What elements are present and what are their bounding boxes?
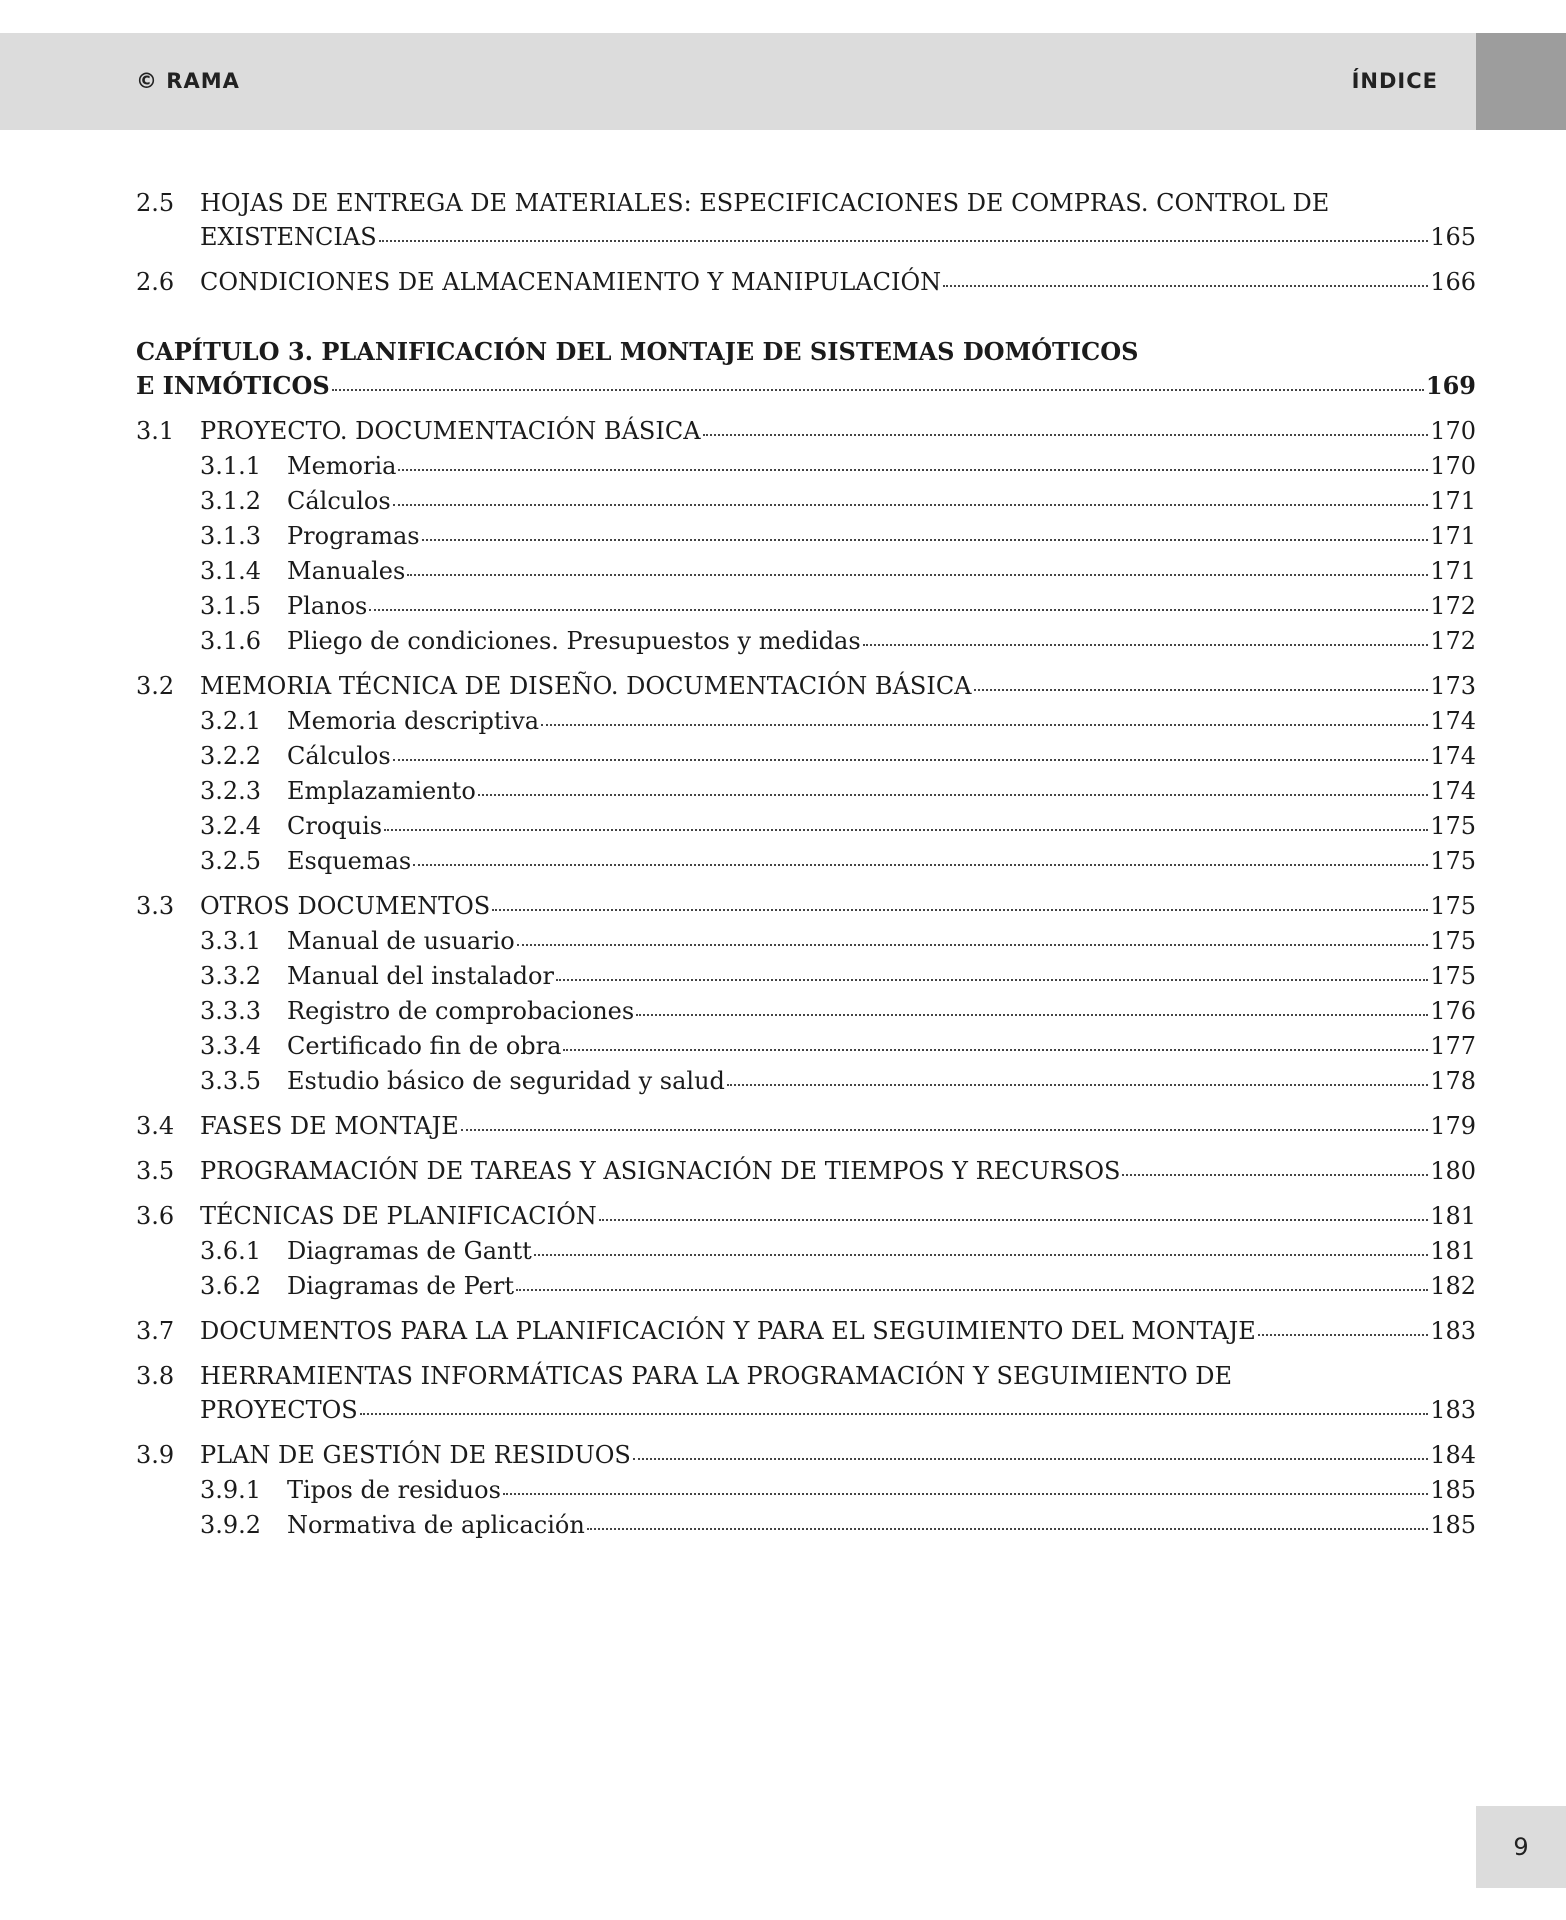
toc-entry-page: 172: [1430, 592, 1476, 620]
toc-section-entry[interactable]: [136, 1438, 1476, 1472]
dot-leader: [360, 1412, 1428, 1415]
dot-leader: [478, 793, 1428, 796]
toc-entry-page: 175: [1430, 812, 1476, 840]
dot-leader: [461, 1128, 1428, 1131]
toc-entry-page: 173: [1430, 672, 1476, 700]
dot-leader: [703, 433, 1429, 436]
toc-entry-title: Diagramas de Gantt: [287, 1237, 532, 1265]
toc-entry-title: TÉCNICAS DE PLANIFICACIÓN: [200, 1202, 597, 1230]
toc-entry-title: Emplazamiento: [287, 777, 476, 805]
toc-section-entry[interactable]: [136, 889, 1476, 923]
toc-entry-title: Esquemas: [287, 847, 412, 875]
toc-subsection-entry[interactable]: [136, 994, 1476, 1028]
toc-entry-page: 184: [1430, 1441, 1476, 1469]
toc-entry-number: 3.1.1: [200, 452, 262, 480]
toc-subsection-entry[interactable]: [136, 1473, 1476, 1507]
toc-entry-title: Tipos de residuos: [287, 1476, 501, 1504]
dot-leader: [398, 468, 1428, 471]
toc-entry-number: 3.1.3: [200, 522, 262, 550]
toc-entry-title: MEMORIA TÉCNICA DE DISEÑO. DOCUMENTACIÓN BÁSICA: [200, 672, 972, 700]
toc-entry-title-line: CAPÍTULO 3. PLANIFICACIÓN DEL MONTAJE DE SISTEMAS DOMÓTICOS: [136, 337, 1139, 366]
toc-entry-number: 3.4: [136, 1112, 175, 1140]
toc-entry-number: 3.5: [136, 1157, 175, 1185]
dot-leader: [534, 1253, 1428, 1256]
toc-entry-page: 170: [1430, 417, 1476, 445]
toc-subsection-entry[interactable]: [136, 774, 1476, 808]
header-publisher: © RAMA: [136, 69, 240, 93]
toc-entry-page: 179: [1430, 1112, 1476, 1140]
toc-entry-title: OTROS DOCUMENTOS: [200, 892, 491, 920]
toc-subsection-entry[interactable]: [136, 959, 1476, 993]
toc-entry-page: 172: [1430, 627, 1476, 655]
toc-entry-page: 185: [1430, 1476, 1476, 1504]
toc-entry-page: 181: [1430, 1202, 1476, 1230]
toc-entry-title: Planos: [287, 592, 368, 620]
toc-entry-title: Memoria: [287, 452, 397, 480]
toc-section-entry[interactable]: [136, 1314, 1476, 1348]
toc-subsection-entry[interactable]: [136, 809, 1476, 843]
dot-leader: [1122, 1173, 1428, 1176]
toc-entry-title: EXISTENCIAS: [200, 223, 377, 251]
dot-leader: [541, 723, 1428, 726]
toc-entry-title: DOCUMENTOS PARA LA PLANIFICACIÓN Y PARA EL SEGUIMIENTO DEL MONTAJE: [200, 1317, 1256, 1345]
toc-entry-page: 174: [1430, 777, 1476, 805]
toc-subsection-entry[interactable]: [136, 1269, 1476, 1303]
toc-entry-title: CONDICIONES DE ALMACENAMIENTO Y MANIPULACIÓN: [200, 268, 942, 296]
toc-section-entry[interactable]: [136, 1359, 1476, 1427]
toc-entry-number: 3.3.2: [200, 962, 262, 990]
toc-section-entry[interactable]: [136, 1109, 1476, 1143]
toc-entry-page: 166: [1430, 268, 1476, 296]
dot-leader: [636, 1013, 1428, 1016]
dot-leader: [393, 503, 1429, 506]
toc-entry-number: 3.1.6: [200, 627, 262, 655]
toc-entry-number: 3.2.2: [200, 742, 262, 770]
dot-leader: [1258, 1333, 1428, 1336]
toc-entry-page: 174: [1430, 707, 1476, 735]
page-number-box: [1476, 1806, 1566, 1888]
toc-entry-title: PROGRAMACIÓN DE TAREAS Y ASIGNACIÓN DE TIEMPOS Y RECURSOS: [200, 1157, 1121, 1185]
toc-entry-title: Manuales: [287, 557, 406, 585]
toc-subsection-entry[interactable]: [136, 1508, 1476, 1542]
dot-leader: [974, 688, 1429, 691]
toc-entry-number: 3.9.2: [200, 1511, 262, 1539]
toc-entry-number: 3.1.4: [200, 557, 262, 585]
toc-entry-page: 178: [1430, 1067, 1476, 1095]
toc-section-entry[interactable]: [136, 414, 1476, 448]
toc-entry-number: 3.2.3: [200, 777, 262, 805]
dot-leader: [633, 1457, 1428, 1460]
toc-entry-number: 3.7: [136, 1317, 175, 1345]
toc-entry-title: PLAN DE GESTIÓN DE RESIDUOS: [200, 1441, 631, 1469]
toc-subsection-entry[interactable]: [136, 924, 1476, 958]
header-section-title: ÍNDICE: [1351, 69, 1438, 93]
toc-entry-title: PROYECTOS: [200, 1396, 358, 1424]
dot-leader: [332, 388, 1424, 391]
toc-entry-page: 176: [1430, 997, 1476, 1025]
toc-entry-number: 3.3.5: [200, 1067, 262, 1095]
dot-leader: [422, 538, 1429, 541]
toc-entry-page: 183: [1430, 1317, 1476, 1345]
toc-entry-title-line: HOJAS DE ENTREGA DE MATERIALES: ESPECIFICACIONES DE COMPRAS. CONTROL DE: [200, 189, 1330, 217]
toc-entry-title: Estudio básico de seguridad y salud: [287, 1067, 725, 1095]
toc-section-entry[interactable]: [136, 265, 1476, 299]
toc-entry-page: 180: [1430, 1157, 1476, 1185]
toc-entry-number: 3.2.1: [200, 707, 262, 735]
toc-subsection-entry[interactable]: [136, 484, 1476, 518]
toc-subsection-entry[interactable]: [136, 519, 1476, 553]
toc-entry-number: 2.5: [136, 189, 175, 217]
dot-leader: [516, 1288, 1428, 1291]
toc-section-entry[interactable]: [136, 186, 1476, 254]
header-tab: [1476, 33, 1566, 130]
toc-entry-title: Manual de usuario: [287, 927, 515, 955]
toc-entry-page: 171: [1430, 522, 1476, 550]
toc-entry-number: 3.1.2: [200, 487, 262, 515]
dot-leader: [369, 608, 1428, 611]
dot-leader: [943, 284, 1428, 287]
toc-entry-number: 3.3.3: [200, 997, 262, 1025]
toc-entry-number: 3.3.4: [200, 1032, 262, 1060]
dot-leader: [384, 828, 1428, 831]
toc-section-entry[interactable]: [136, 1154, 1476, 1188]
running-header: [0, 33, 1476, 130]
toc-entry-page: 174: [1430, 742, 1476, 770]
toc-entry-number: 3.2.4: [200, 812, 262, 840]
dot-leader: [517, 943, 1428, 946]
toc-subsection-entry[interactable]: [136, 1064, 1476, 1098]
dot-leader: [379, 239, 1429, 242]
toc-entry-page: 171: [1430, 487, 1476, 515]
toc-entry-number: 3.3: [136, 892, 175, 920]
dot-leader: [587, 1527, 1428, 1530]
toc-entry-page: 177: [1430, 1032, 1476, 1060]
toc-entry-number: 3.1.5: [200, 592, 262, 620]
toc-entry-page: 170: [1430, 452, 1476, 480]
toc-entry-number: 3.3.1: [200, 927, 262, 955]
toc-subsection-entry[interactable]: [136, 1029, 1476, 1063]
toc-entry-page: 183: [1430, 1396, 1476, 1424]
toc-entry-page: 185: [1430, 1511, 1476, 1539]
toc-entry-title: Registro de comprobaciones: [287, 997, 635, 1025]
toc-entry-title: Programas: [287, 522, 420, 550]
toc-entry-title-line: HERRAMIENTAS INFORMÁTICAS PARA LA PROGRAMACIÓN Y SEGUIMIENTO DE: [200, 1362, 1233, 1390]
toc-entry-title: E INMÓTICOS: [136, 371, 330, 400]
dot-leader: [863, 643, 1429, 646]
toc-entry-title: Diagramas de Pert: [287, 1272, 514, 1300]
toc-subsection-entry[interactable]: [136, 1234, 1476, 1268]
toc-entry-page: 175: [1430, 927, 1476, 955]
toc-entry-title: Memoria descriptiva: [287, 707, 540, 735]
toc-entry-title: Cálculos: [287, 487, 391, 515]
toc-entry-title: Pliego de condiciones. Presupuestos y medidas: [287, 627, 861, 655]
page-number: 9: [1513, 1833, 1529, 1861]
toc-entry-page: 175: [1430, 847, 1476, 875]
dot-leader: [407, 573, 1428, 576]
toc-entry-number: 3.1: [136, 417, 175, 445]
dot-leader: [413, 863, 1428, 866]
toc-chapter-entry[interactable]: [136, 335, 1476, 403]
toc-entry-title: Certificado fin de obra: [287, 1032, 562, 1060]
toc-subsection-entry[interactable]: [136, 624, 1476, 658]
toc-entry-page: 175: [1430, 892, 1476, 920]
toc-subsection-entry[interactable]: [136, 554, 1476, 588]
toc-subsection-entry[interactable]: [136, 739, 1476, 773]
table-of-contents: [136, 186, 1476, 1542]
toc-entry-title: Normativa de aplicación: [287, 1511, 585, 1539]
dot-leader: [599, 1218, 1428, 1221]
toc-subsection-entry[interactable]: [136, 704, 1476, 738]
toc-section-entry[interactable]: [136, 1199, 1476, 1233]
dot-leader: [503, 1492, 1428, 1495]
toc-entry-page: 182: [1430, 1272, 1476, 1300]
dot-leader: [727, 1083, 1428, 1086]
toc-entry-page: 171: [1430, 557, 1476, 585]
toc-entry-title: FASES DE MONTAJE: [200, 1112, 459, 1140]
toc-entry-page: 165: [1430, 223, 1476, 251]
toc-entry-page: 175: [1430, 962, 1476, 990]
toc-entry-number: 3.2: [136, 672, 175, 700]
toc-entry-number: 3.2.5: [200, 847, 262, 875]
toc-subsection-entry[interactable]: [136, 844, 1476, 878]
toc-entry-number: 3.9: [136, 1441, 175, 1469]
toc-section-entry[interactable]: [136, 669, 1476, 703]
dot-leader: [556, 978, 1428, 981]
toc-entry-title: PROYECTO. DOCUMENTACIÓN BÁSICA: [200, 417, 701, 445]
dot-leader: [563, 1048, 1428, 1051]
toc-entry-title: Croquis: [287, 812, 383, 840]
toc-entry-page: 169: [1425, 371, 1476, 400]
toc-entry-page: 181: [1430, 1237, 1476, 1265]
toc-subsection-entry[interactable]: [136, 449, 1476, 483]
toc-entry-number: 3.6.2: [200, 1272, 262, 1300]
toc-entry-number: 3.9.1: [200, 1476, 262, 1504]
toc-entry-title: Cálculos: [287, 742, 391, 770]
toc-entry-title: Manual del instalador: [287, 962, 554, 990]
toc-entry-number: 3.6.1: [200, 1237, 262, 1265]
dot-leader: [393, 758, 1429, 761]
toc-entry-number: 2.6: [136, 268, 175, 296]
dot-leader: [492, 908, 1428, 911]
toc-entry-number: 3.6: [136, 1202, 175, 1230]
toc-entry-number: 3.8: [136, 1362, 175, 1390]
toc-subsection-entry[interactable]: [136, 589, 1476, 623]
